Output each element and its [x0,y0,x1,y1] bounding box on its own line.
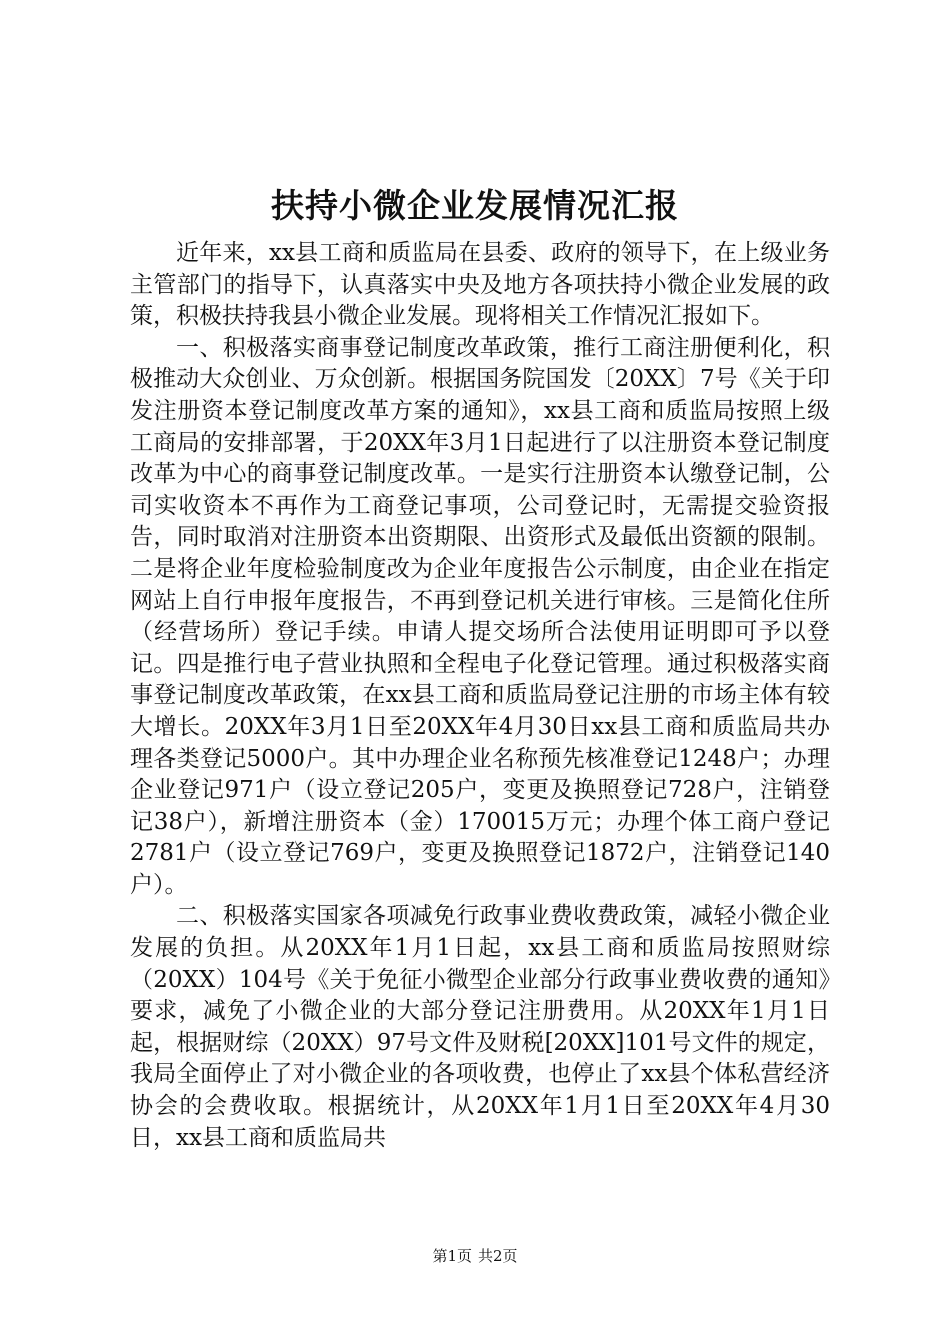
page-number: 第1页 [432,1247,472,1265]
document-title: 扶持小微企业发展情况汇报 [271,186,679,225]
paragraph-intro: 近年来，xx县工商和质监局在县委、政府的领导下，在上级业务主管部门的指导下，认真落实中央及地方各项扶持小微企业发展的政策，积极扶持我县小微企业发展。现将相关工作情况汇报如下。 [130,240,830,330]
paragraph-section-1: 一、积极落实商事登记制度改革政策，推行工商注册便利化，积极推动大众创业、万众创新。根据国务院国发〔20XX〕7号《关于印发注册资本登记制度改革方案的通知》，xx县工商和质监局按照上级工商局的安排部署，于20XX年3月1日起进行了以注册资本登记制度改革为中心的商事登记制度改革。一是实行注册资本认缴登记制，公司实收资本不再作为工商登记事项，公司登记时，无需提交验资报告，同时取消对注册资本出资期限、出资形式及最低出资额的限制。二是将企业年度检验制度改为企业年度报告公示制度，由企业在指定网站上自行申报年度报告，不再到登记机关进行审核。三是简化住所（经营场所）登记手续。申请人提交场所合法使用证明即可予以登记。四是推行电子营业执照和全程电子化登记管理。通过积极落实商事登记制度改革政策，在xx县工商和质监局登记注册的市场主体有较大增长。20XX年3月1日至20XX年4月30日xx县工商和质监局共办理各类登记5000户。其中办理企业名称预先核准登记1248户；办理企业登记971户（设立登记205户，变更及换照登记728户，注销登记38户），新增注册资本（金）170015万元；办理个体工商户登记2781户（设立登记769户，变更及换照登记1872户，注销登记140户）。 [130,334,830,898]
paragraph-section-2: 二、积极落实国家各项减免行政事业费收费政策，减轻小微企业发展的负担。从20XX年1月1日起，xx县工商和质监局按照财综（20XX）104号《关于免征小微型企业部分行政事业费收费的通知》要求，减免了小微企业的大部分登记注册费用。从20XX年1月1日起，根据财综（20XX）97号文件及财税[20XX]101号文件的规定，我局全面停止了对小微企业的各项收费，也停止了xx县个体私营经济协会的会费收取。根据统计，从20XX年1月1日至20XX年4月30日，xx县工商和质监局共 [130,903,830,1151]
page-footer [0,1246,950,1266]
page-total: 共2页 [478,1247,518,1265]
document-body [130,238,830,1154]
